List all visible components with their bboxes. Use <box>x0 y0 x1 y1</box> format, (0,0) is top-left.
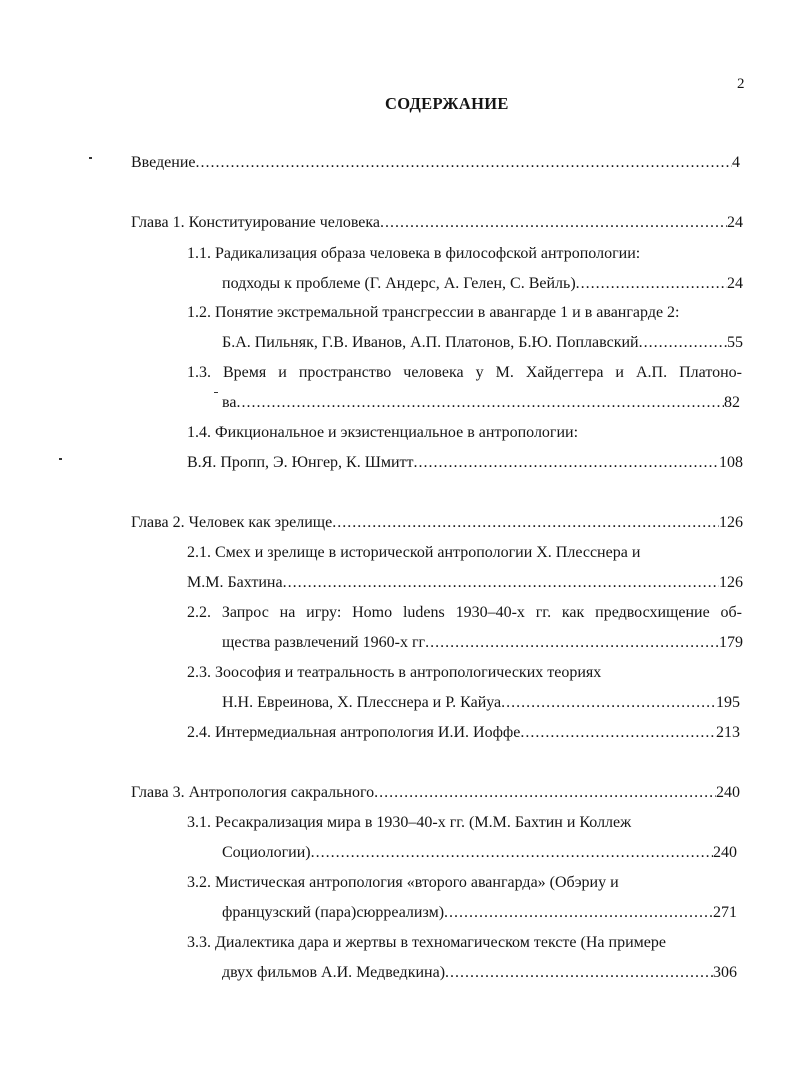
toc-section-2-2-line2 <box>222 633 743 653</box>
toc-entry-text: В.Я. Пропп, Э. Юнгер, К. Шмитт <box>187 454 414 471</box>
scan-speck <box>59 458 62 460</box>
toc-leader-dots <box>196 153 733 173</box>
toc-section-2-3-line1: 2.3. Зоософия и театральность в антропологических теориях <box>187 664 602 681</box>
toc-page-number: 108 <box>719 454 743 471</box>
toc-entry-text: французский (пара)сюрреализм) <box>222 904 445 921</box>
toc-entry-text: ва <box>222 394 237 411</box>
toc-entry-text: Глава 3. Антропология сакрального <box>131 784 375 801</box>
toc-entry-text: Введение <box>131 154 196 171</box>
toc-entry-text: подходы к проблеме (Г. Андерс, А. Гелен, С. Вейль) <box>222 275 576 292</box>
toc-section-1-3-line1: 1.3. Время и пространство человека у М. Хайдеггера и А.П. Платоно- <box>187 364 742 381</box>
toc-entry-intro <box>131 153 740 173</box>
toc-leader-dots <box>520 723 716 743</box>
scan-speck <box>89 157 92 159</box>
toc-section-3-2-line1: 3.2. Мистическая антропология «второго авангарда» (Обэриу и <box>187 874 619 891</box>
toc-page-number: 4 <box>732 154 740 171</box>
toc-leader-dots <box>425 633 719 653</box>
toc-page-number: 306 <box>713 964 737 981</box>
toc-leader-dots <box>332 513 719 533</box>
toc-leader-dots <box>414 453 719 473</box>
toc-section-2-4 <box>187 723 740 743</box>
toc-leader-dots <box>639 333 727 353</box>
toc-section-1-1-line1: 1.1. Радикализация образа человека в философской антропологии: <box>187 245 641 262</box>
toc-entry-text: Б.А. Пильняк, Г.В. Иванов, А.П. Платонов, Б.Ю. Поплавский <box>222 334 639 351</box>
toc-entry-text: М.М. Бахтина <box>187 574 283 591</box>
toc-entry-text: Глава 2. Человек как зрелище <box>131 514 333 531</box>
toc-leader-dots <box>311 843 713 863</box>
toc-section-3-2-line2 <box>222 903 737 923</box>
toc-leader-dots <box>445 963 713 983</box>
toc-section-2-2-line1: 2.2. Запрос на игру: Homo ludens 1930–40-х гг. как предвосхищение об- <box>187 604 742 621</box>
toc-entry-text: Глава 1. Конституирование человека <box>131 214 381 231</box>
toc-entry-text: щества развлечений 1960-х гг <box>222 634 426 651</box>
toc-section-1-4-line1: 1.4. Фикциональное и экзистенциальное в антропологии: <box>187 424 579 441</box>
toc-leader-dots <box>236 393 724 413</box>
toc-page-number: 195 <box>716 694 740 711</box>
toc-section-2-3-line2 <box>222 693 740 713</box>
toc-leader-dots <box>380 213 727 233</box>
toc-section-3-1-line1: 3.1. Ресакрализация мира в 1930–40-х гг. (М.М. Бахтин и Коллеж <box>187 814 632 831</box>
toc-entry-text: 2.4. Интермедиальная антропология И.И. Иоффе <box>187 724 521 741</box>
toc-page-number: 126 <box>719 514 743 531</box>
toc-section-1-2-line1: 1.2. Понятие экстремальной трансгрессии в авангарде 1 и в авангарде 2: <box>187 304 680 321</box>
toc-section-1-2-line2 <box>222 333 743 353</box>
toc-page-number: 179 <box>719 634 743 651</box>
toc-entry-text: Социологии) <box>222 844 311 861</box>
toc-chapter-2 <box>131 513 743 533</box>
toc-leader-dots <box>283 573 719 593</box>
toc-page-number: 126 <box>719 574 743 591</box>
page-title-text: СОДЕРЖАНИЕ <box>385 94 509 113</box>
toc-section-3-1-line2 <box>222 843 737 863</box>
toc-section-2-1-line2 <box>187 573 743 593</box>
toc-leader-dots <box>444 903 713 923</box>
scan-speck <box>214 392 218 393</box>
toc-section-1-3-line2 <box>222 393 740 413</box>
toc-leader-dots <box>576 274 727 294</box>
toc-page-number: 240 <box>716 784 740 801</box>
toc-entry-text: двух фильмов А.И. Медведкина) <box>222 964 446 981</box>
toc-entry-text: Н.Н. Евреинова, Х. Плесснера и Р. Кайуа <box>222 694 502 711</box>
toc-page-number: 213 <box>716 724 740 741</box>
toc-section-3-3-line2 <box>222 963 737 983</box>
toc-section-3-3-line1: 3.3. Диалектика дара и жертвы в техномагическом тексте (На примере <box>187 934 666 951</box>
toc-page-number: 55 <box>727 334 743 351</box>
toc-section-2-1-line1: 2.1. Смех и зрелище в исторической антропологии Х. Плесснера и <box>187 544 641 561</box>
toc-page-number: 240 <box>713 844 737 861</box>
toc-page-number: 271 <box>713 904 737 921</box>
page-number: 2 <box>737 76 745 92</box>
toc-page-number: 24 <box>727 275 743 292</box>
toc-chapter-1 <box>131 213 743 233</box>
toc-page-number: 82 <box>724 394 740 411</box>
toc-section-1-4-line2 <box>187 453 743 473</box>
toc-section-1-1-line2 <box>222 274 743 294</box>
toc-leader-dots <box>374 783 716 803</box>
toc-chapter-3 <box>131 783 740 803</box>
toc-leader-dots <box>501 693 716 713</box>
toc-page-number: 24 <box>727 214 743 231</box>
